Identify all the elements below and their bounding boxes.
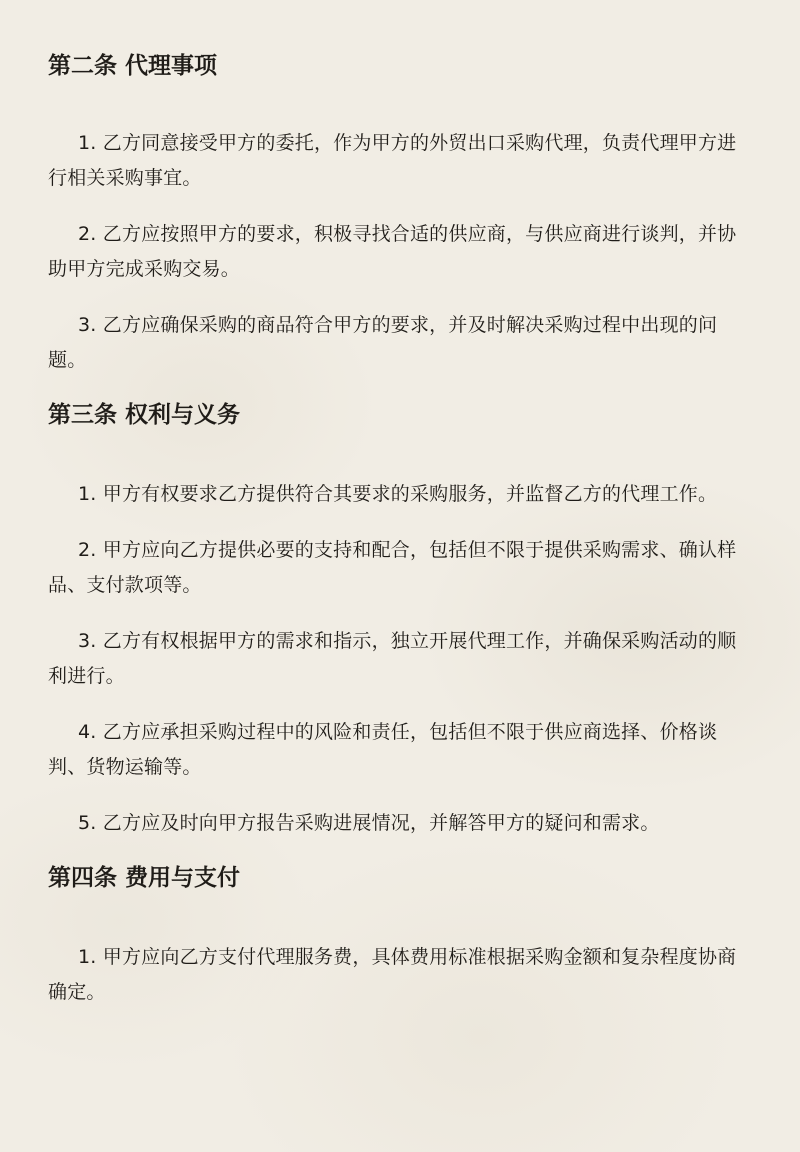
section-agency-matters — [48, 48, 744, 378]
section-fees-payment — [48, 860, 744, 1010]
clause-paragraph: 3. 乙方有权根据甲方的需求和指示，独立开展代理工作，并确保采购活动的顺利进行。 — [48, 630, 737, 687]
clause-paragraph: 5. 乙方应及时向甲方报告采购进展情况，并解答甲方的疑问和需求。 — [78, 812, 660, 834]
clause-paragraph: 2. 甲方应向乙方提供必要的支持和配合，包括但不限于提供采购需求、确认样品、支付款项等。 — [48, 539, 737, 596]
section-items — [48, 940, 744, 1010]
section-heading: 第二条 代理事项 — [48, 53, 218, 79]
section-items — [48, 126, 744, 378]
section-heading: 第四条 费用与支付 — [48, 865, 241, 891]
clause-paragraph: 3. 乙方应确保采购的商品符合甲方的要求，并及时解决采购过程中出现的问题。 — [48, 314, 718, 371]
clause-paragraph: 4. 乙方应承担采购过程中的风险和责任，包括但不限于供应商选择、价格谈判、货物运输等。 — [48, 721, 718, 778]
section-heading: 第三条 权利与义务 — [48, 402, 241, 428]
clause-paragraph: 1. 甲方有权要求乙方提供符合其要求的采购服务，并监督乙方的代理工作。 — [78, 483, 718, 505]
clause-paragraph: 2. 乙方应按照甲方的要求，积极寻找合适的供应商，与供应商进行谈判，并协助甲方完成采购交易。 — [48, 223, 737, 280]
section-rights-obligations — [48, 397, 744, 841]
clause-paragraph: 1. 甲方应向乙方支付代理服务费，具体费用标准根据采购金额和复杂程度协商确定。 — [48, 946, 737, 1003]
clause-paragraph: 1. 乙方同意接受甲方的委托，作为甲方的外贸出口采购代理，负责代理甲方进行相关采购事宜。 — [48, 132, 737, 189]
section-items — [48, 477, 744, 841]
